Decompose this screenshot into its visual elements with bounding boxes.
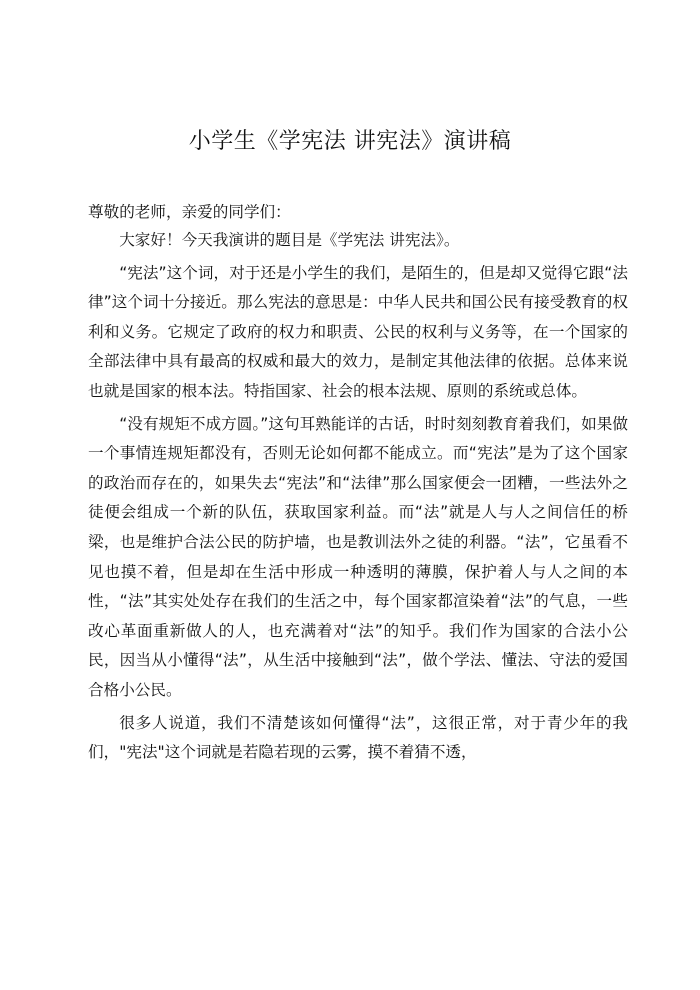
salutation: 尊敬的老师，亲爱的同学们： [88, 203, 291, 221]
document-title: 小学生《学宪法 讲宪法》演讲稿 [188, 129, 512, 154]
paragraph-constitution-definition: “宪法”这个词，对于还是小学生的我们，是陌生的，但是却又觉得它跟“法律”这个词十分接近。那么宪法的意思是：中华人民共和国公民有接受教育的权利和义务。它规定了政府的权力和职责、公民的权利与义务等，在一个国家的全部法律中具有最高的权威和最大的效力，是制定其他法律的依据。总体来说也就是国家的根本法。特指国家、社会的根本法规、原则的系统或总体。 [88, 263, 628, 400]
paragraph-understanding-law: 很多人说道，我们不清楚该如何懂得“法”，这很正常，对于青少年的我们，"宪法"这个词就是若隐若现的云雾，摸不着猜不透， [88, 713, 628, 762]
paragraph-rules-and-law: “没有规矩不成方圆。”这句耳熟能详的古话，时时刻刻教育着我们，如果做一个事情连规矩都没有，否则无论如何都不能成立。而“宪法”是为了这个国家的政治而存在的，如果失去“宪法”和“法律”那么国家便会一团糟，一些法外之徒便会组成一个新的队伍，获取国家利益。而“法”就是人与人之间信任的桥梁，也是维护合法公民的防护墙，也是教训法外之徒的利器。“法”，它虽看不见也摸不着，但是却在生活中形成一种透明的薄膜，保护着人与人之间的本性，“法”其实处处存在我们的生活之中，每个国家都渲染着“法”的气息，一些改心革面重新做人的人，也充满着对“法”的知乎。我们作为国家的合法小公民，因当从小懂得“法”，从生活中接触到“法”，做个学法、懂法、守法的爱国合格小公民。 [88, 414, 628, 699]
paragraph-greeting: 大家好！今天我演讲的题目是《学宪法 讲宪法》。 [119, 231, 460, 249]
document-body [88, 198, 628, 768]
